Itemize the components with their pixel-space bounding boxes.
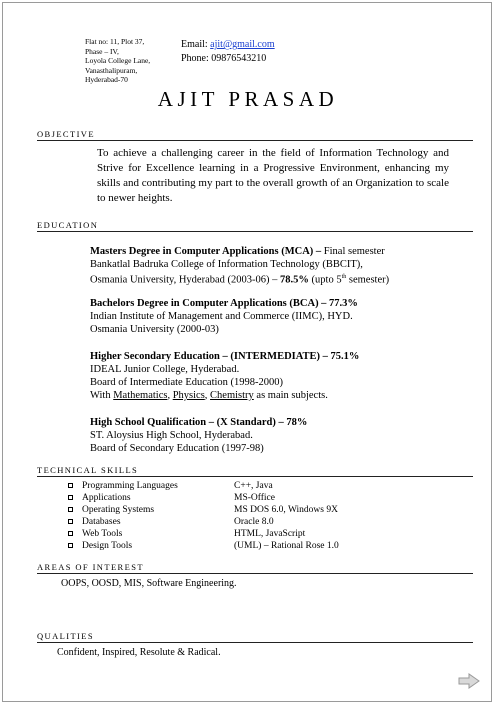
institution: ST. Aloysius High School, Hyderabad. [90, 430, 253, 441]
areas-of-interest-heading: AREAS OF INTEREST [37, 562, 473, 574]
skill-value: MS DOS 6.0, Windows 9X [234, 505, 338, 515]
email-line [181, 38, 275, 52]
subjects-suffix: as main subjects. [253, 390, 328, 401]
list-item [68, 480, 339, 492]
checkbox-bullet-icon [68, 519, 73, 524]
degree-name: Masters Degree in Computer Applications (MCA) – [90, 246, 322, 257]
subject: Mathematics [113, 390, 168, 401]
skill-name: Web Tools [82, 529, 123, 539]
address-block [85, 37, 175, 85]
address-line: Loyola College Lane, [85, 56, 151, 65]
institution: Bankatlal Badruka College of Information Technology (BBCIT), [90, 259, 363, 270]
list-item [68, 540, 339, 552]
institution: IDEAL Junior College, Hyderabad. [90, 364, 240, 375]
skill-name: Operating Systems [82, 505, 155, 515]
skill-value: MS-Office [234, 493, 275, 503]
objective-text: To achieve a challenging career in the field of Information Technology and Strive for Excellence learning in a Progressive Environment, enhancing my skills and contributing my part to the overall growth of an Organization to scale to newer heights. [97, 147, 449, 204]
address-line: Phase – IV, [85, 46, 119, 56]
subject: Chemistry [210, 390, 254, 401]
checkbox-bullet-icon [68, 483, 73, 488]
skills-list [68, 480, 339, 552]
qualities-heading: QUALITIES [37, 631, 473, 643]
skill-value: (UML) – Rational Rose 1.0 [234, 541, 339, 551]
university-line: Osmania University (2000-03) [90, 324, 219, 335]
education-high-school [90, 416, 460, 455]
subject: Physics [172, 390, 205, 401]
next-arrow-icon[interactable] [458, 673, 480, 689]
address-line: Vanasthalipuram, [85, 65, 138, 75]
objective-heading: OBJECTIVE [37, 129, 473, 141]
list-item [68, 504, 339, 516]
technical-skills-heading: TECHNICAL SKILLS [37, 465, 473, 477]
separator: , [204, 390, 211, 401]
email-label: Email: [181, 39, 211, 50]
qualities-text: Confident, Inspired, Resolute & Radical. [57, 647, 221, 658]
university-line [90, 271, 460, 287]
subjects-prefix: With [90, 390, 114, 401]
separator: , [167, 390, 173, 401]
score-note: (upto 5 [308, 274, 342, 286]
contact-block [181, 38, 275, 66]
checkbox-bullet-icon [68, 543, 73, 548]
skill-value: C++, Java [234, 481, 273, 491]
board-line: Board of Intermediate Education (1998-2000) [90, 377, 284, 388]
list-item [68, 528, 339, 540]
skill-name: Applications [82, 493, 131, 503]
institution: Indian Institute of Management and Commerce (IIMC), HYD. [90, 311, 353, 322]
list-item [68, 492, 339, 504]
email-link[interactable]: ajit@gmail.com [210, 39, 275, 50]
score-note-end: semester) [346, 274, 390, 286]
degree-title: High School Qualification – (X Standard) – 78% [90, 417, 308, 428]
score: 78.5% [280, 274, 309, 286]
board-line: Board of Secondary Education (1997-98) [90, 443, 264, 454]
phone-line: Phone: 09876543210 [181, 53, 267, 64]
degree-title: Higher Secondary Education – (INTERMEDIATE) – 75.1% [90, 351, 360, 362]
checkbox-bullet-icon [68, 495, 73, 500]
address-line: Hyderabad-70 [85, 75, 128, 84]
address-line: Flat no: 11, Plot 37, [85, 37, 145, 46]
ordinal-suffix: th [341, 274, 347, 280]
skill-value: HTML, JavaScript [234, 529, 306, 539]
areas-of-interest-text: OOPS, OOSD, MIS, Software Engineering. [61, 578, 237, 589]
skill-name: Design Tools [82, 541, 133, 551]
list-item [68, 516, 339, 528]
subjects-line [90, 389, 460, 402]
skill-name: Programming Languages [82, 481, 178, 491]
education-heading: EDUCATION [37, 220, 473, 232]
education-higher-secondary [90, 350, 460, 402]
degree-title: Bachelors Degree in Computer Applications (BCA) – 77.3% [90, 298, 358, 309]
checkbox-bullet-icon [68, 531, 73, 536]
skill-name: Databases [82, 517, 121, 527]
university-text: Osmania University, Hyderabad (2003-06) – [90, 274, 281, 286]
skill-value: Oracle 8.0 [234, 517, 274, 527]
education-masters [90, 245, 460, 287]
education-bachelors [90, 297, 460, 336]
degree-status: Final semester [321, 246, 385, 257]
checkbox-bullet-icon [68, 507, 73, 512]
candidate-name: AJIT PRASAD [157, 87, 339, 111]
degree-title [90, 245, 460, 258]
